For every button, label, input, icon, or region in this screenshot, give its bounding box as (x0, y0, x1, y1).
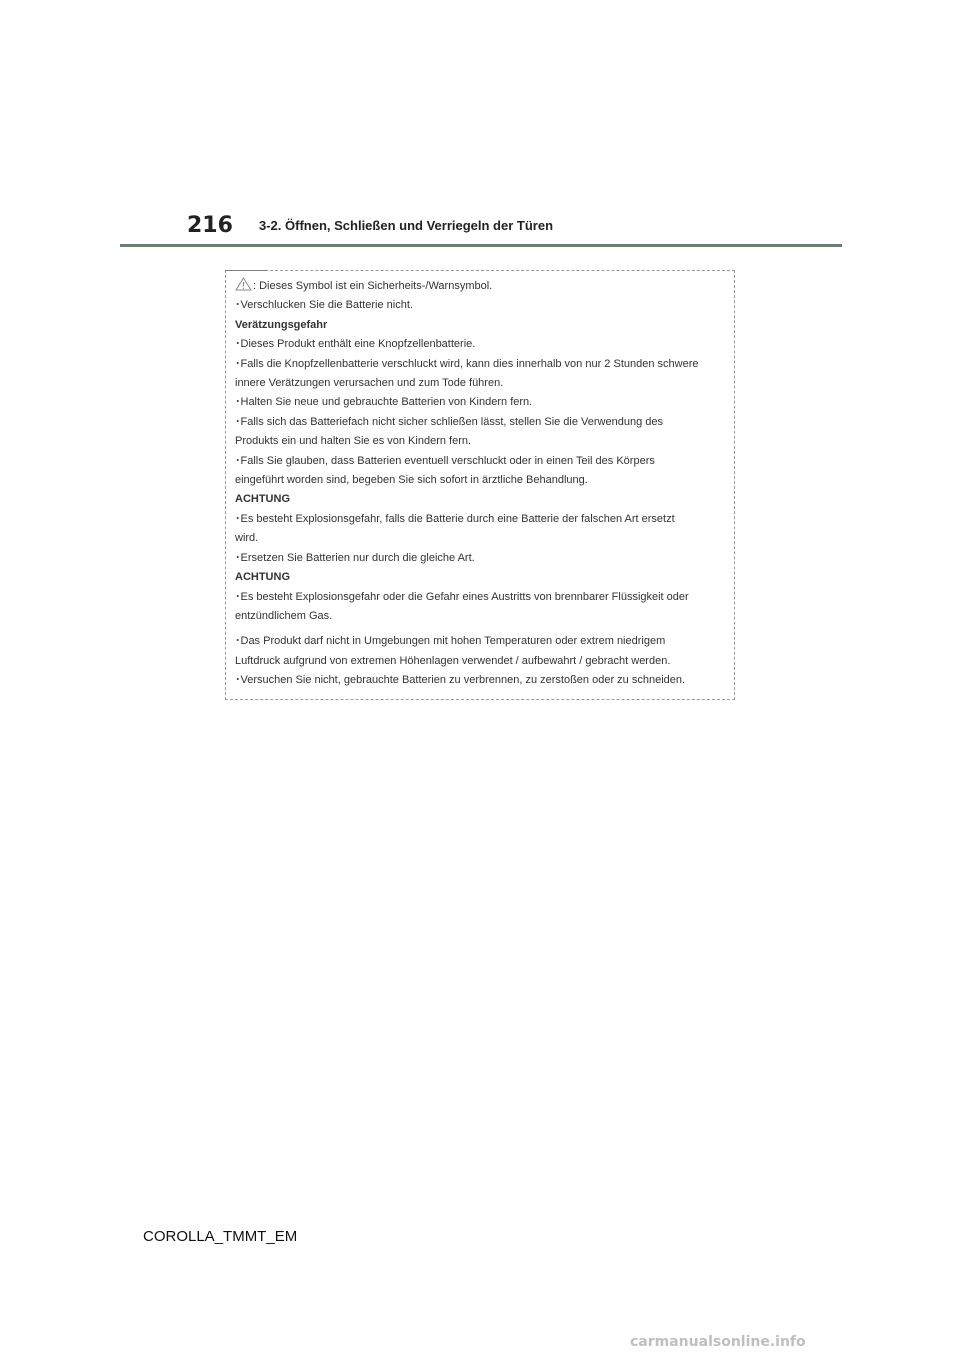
warning-line: ･Falls die Knopfzellenbatterie verschluckt wird, kann dies innerhalb von nur 2 Stunden schwere (235, 357, 699, 370)
warning-heading: ACHTUNG (235, 571, 290, 584)
warning-line: wird. (235, 532, 259, 545)
warning-line: ･Das Produkt darf nicht in Umgebungen mit hohen Temperaturen oder extrem niedrigem (235, 635, 666, 648)
warning-line (235, 277, 727, 296)
warning-line: ･Es besteht Explosionsgefahr, falls die Batterie durch eine Batterie der falschen Art ersetzt (235, 512, 675, 525)
warning-line: entzündlichem Gas. (235, 609, 333, 622)
warning-line: ･Es besteht Explosionsgefahr oder die Gefahr eines Austritts von brennbarer Flüssigkeit oder (235, 590, 689, 603)
warning-box (225, 270, 735, 700)
warning-line: Produkts ein und halten Sie es von Kindern fern. (235, 435, 472, 448)
warning-line: ･Dieses Produkt enthält eine Knopfzellenbatterie. (235, 338, 476, 351)
warning-line: Luftdruck aufgrund von extremen Höhenlagen verwendet / aufbewahrt / gebracht werden. (235, 654, 671, 667)
warning-line: eingeführt worden sind, begeben Sie sich sofort in ärztliche Behandlung. (235, 474, 588, 487)
warning-heading: ACHTUNG (235, 493, 290, 506)
page-number: 216 (187, 213, 233, 238)
warning-line-text: : Dieses Symbol ist ein Sicherheits-/Warnsymbol. (253, 280, 493, 292)
document-id: COROLLA_TMMT_EM (143, 1228, 298, 1245)
warning-line: ･Verschlucken Sie die Batterie nicht. (235, 299, 413, 312)
watermark: carmanualsonline.info (630, 1334, 806, 1350)
warning-line: ･Versuchen Sie nicht, gebrauchte Batterien zu verbrennen, zu zerstoßen oder zu schneiden. (235, 674, 686, 687)
warning-triangle-icon (235, 277, 252, 291)
warning-line: ･Halten Sie neue und gebrauchte Batterien von Kindern fern. (235, 396, 533, 409)
warning-line: ･Falls Sie glauben, dass Batterien eventuell verschluckt oder in einen Teil des Körpers (235, 454, 655, 467)
warning-line: innere Verätzungen verursachen und zum Tode führen. (235, 377, 504, 390)
warning-line: ･Falls sich das Batteriefach nicht sicher schließen lässt, stellen Sie die Verwendung des (235, 415, 663, 428)
section-title: 3-2. Öffnen, Schließen und Verriegeln der Türen (259, 218, 554, 233)
warning-box-top-edge (225, 270, 267, 271)
warning-heading: Verätzungsgefahr (235, 318, 328, 331)
header-rule (120, 244, 842, 247)
warning-line: ･Ersetzen Sie Batterien nur durch die gleiche Art. (235, 551, 475, 564)
warning-text-block (235, 277, 727, 691)
